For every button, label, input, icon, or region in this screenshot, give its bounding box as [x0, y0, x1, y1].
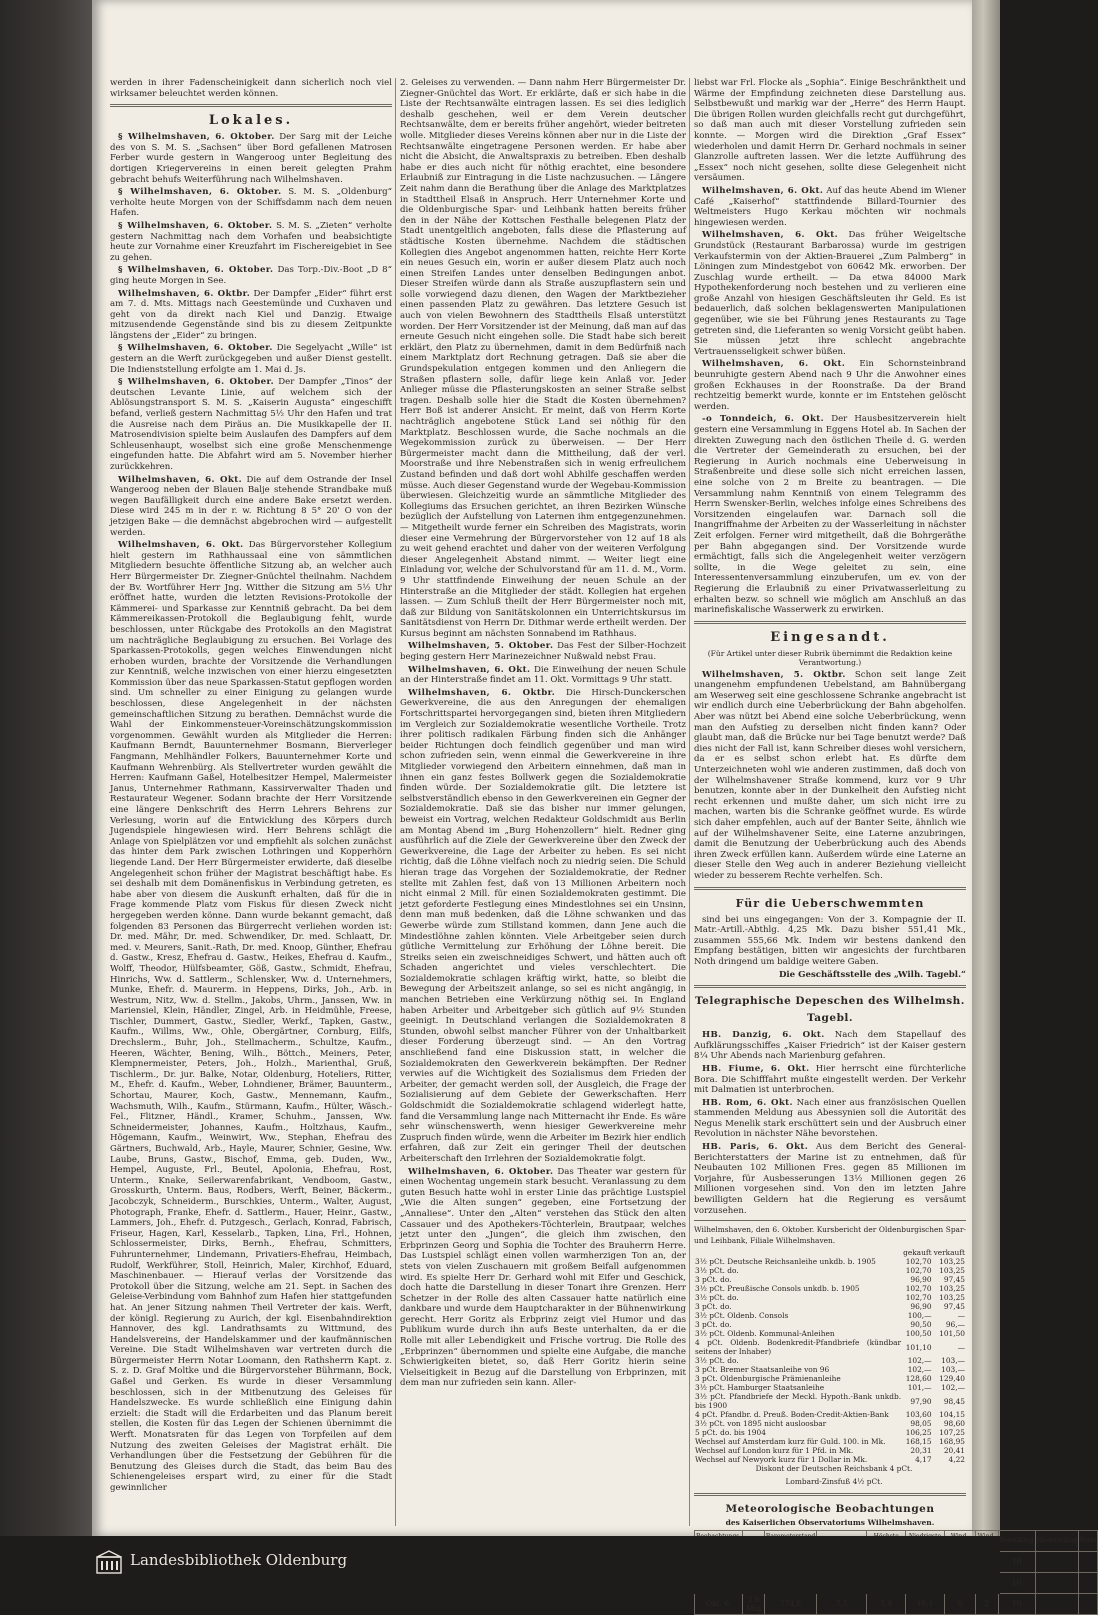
article-text: Die Hirsch-Dunckerschen Gewerkvereine, die aus den Anregungen der ehemaligen Fortschrittspartei hervorgegangen sind, bieten ihren Mitgliedern im Vergleich zur Sozialdemokratie wesentliche Vortheile. Trotz ihrer politisch radikalen Färbung finden sich die Anhänger beider Richtungen doch feindlich gegenüber und man wird schon zufrieden sein, wenn einmal die Gewerkvereine in ihre Mitglieder vorwiegend den Arbeitern einnehmen, daß man in ihnen ein ganz festes Bollwerk gegen die Sozialdemokratie finden würde. Der Sozialdemokratie gilt. Die letztere ist selbstverständlich ebenso in den Gewerkvereinen ein Gegner der Sozialdemokratie. Daß sie das bisher nur immer gelungen, beweist ein Vortrag, welchen Redakteur Goldschmidt aus Berlin am Montag Abend im „Burg Hohenzollern“ hielt. Redner ging ausführlich auf die Ziele der Gewerkvereine über den Zweck der Gewerkvereine, die Lage der Arbeiter zu heben. Es sei nicht richtig, daß die Löhne vielfach noch zu niedrig seien. Die Schuld hieran trage das Vorgehen der Sozialdemokratie, der Redner stellte mit Zahlen fest, daß von 13 Millionen Arbeitern noch nicht einmal 2 Mill. für einen Sozialdemokraten gestimmt. Die jetzt geforderte Festlegung eines Mindestlohnes sei ein Unsinn, denn man muß bedenken, daß die Löhne schwanken und das Gewerbe würde zum Stillstand kommen, dann Jene auch die Mindestlöhne zahlen könnten. Viele Arbeitgeber seien durch gütliche Vermittelung zur Erhöhung der Löhne bereit. Die Streiks seien ein zweischneidiges Schwert, und hätten auch oft Schaden angerichtet und vieles verschlechtert. Die Sozialdemokratie schlagen kräftig wirkt, hatte, so bleibt die Bewegung der Arbeitszeit anlange, so sei es nicht angängig, in manchen Betrieben eine Verkürzung nöthig sei. In England haben Arbeiter und Arbeitgeber sich gütlich auf 9½ Stunden geeinigt. In Deutschland verlangen die Sozialdemokraten 8 Stunden, obwohl selbst mancher Führer von der Unhaltbarkeit dieser Forderung überzeugt sind. — An den Vortrag anschließend fand eine Diskussion statt, in welcher die Sozialdemokraten den Gewerkverein bekämpften. Der Redner verwies auf die Wichtigkeit des Sozialismus dem Frieden der Arbeiter, der gemacht werden soll, der Ausgleich, die Frage der Sozialisierung auf dem Gebiete der Gewerkschaften. Herr Goldschmidt die Sozialdemokratie schlagend widerlegt hatte, fand die Versammlung lange nach Mitternacht ihr Ende. Es wäre sehr wünschenswerth, wenn hiesiger Gewerkvereine mehr Zuspruch finden würde, wenn die Arbeiter im Bezirk hier endlich erfahren, daß zur Zeit ein geringer Theil der deutschen Arbeiterschaft den Irrlehren der Sozialdemokratie folgt.: [400, 687, 686, 1164]
eingesandt-article: [694, 670, 966, 882]
kurs-row: [694, 1365, 966, 1374]
divider: [694, 985, 966, 988]
article-place: Wilhelmshaven, 6. Okt.: [702, 230, 839, 241]
kurs-cell: Wechsel auf Newyork kurz für 1 Dollar in Mk.: [695, 1455, 868, 1465]
meteo-cell: [1079, 1572, 1098, 1593]
article: [694, 78, 966, 184]
divider: [694, 621, 966, 624]
kurs-row: [694, 1275, 966, 1284]
article-text: Das Bürgervorsteher Kollegium hielt gestern im Rathhaussaal eine von sämmtlichen Mitgliedern besuchte öffentliche Sitzung ab, an welcher auch Herr Bürgermeister Dr. Ziegner-Gnüchtel theilnahm. Nachdem der Bv. Wortführer Herr Jng. Witther die Sitzung am 5½ Uhr eröffnet hatte, wurden die letzten Revisions-Protokolle der Kämmerei- und Sparkasse zur Kenntniß gebracht. Da bei dem Kämmereikassen-Protokoll die Beglaubigung fehlt, wurde beschlossen, unter Rückgabe des Protokolls an den Magistrat um nachträgliche Beglaubigung zu ersuchen. Bei Vorlage des Sparkassen-Protokolls, gegen welches Einwendungen nicht erhoben wurden, brachte der Vorsitzende die Verhandlungen zur Kenntniß, welche inzwischen von einer hierzu eingesetzten Kommission über das neue Sparkassen-Statut gepflogen worden sind. Um schneller zu einer Einigung zu gelangen wurde beschlossen, diese Angelegenheit in der nächsten gemeinschaftlichen Sitzung zu berathen. Demnächst wurde die Wahl der Einkommensteuer-Voreinschätzungskommission vorgenommen. Gewählt wurden als Mitglieder die Herren: Kaufmann Berndt, Bauunternehmer Bosmann, Bierverleger Fangmann, Mehlhändler Folkers, Bauunternehmer Korte und Kaufmann Wehrenbürg. Als Stellvertreter wurden gewählt die Herren: Kaufmann Gaßel, Hotelbesitzer Hempel, Malermeister Janus, Unternehmer Rathmann, Kassirverwalter Thaden und Restaurateur Wegener. Sodann brachte der Herr Vorsitzende eine längere Denkschrift des Herrn Lehrers Behrens zur Verlesung, worin auf die Entwicklung des Körpers durch Jugendspiele hingewiesen wird. Herr Behrens schlägt die Anlage von Spielplätzen vor und empfiehlt als solchen zunächst das hinter dem Park zwischen Lothringen und Kopperhörn liegende Land. Der Herr Bürgermeister erwiderte, daß dieselbe Angelegenheit schon früher der Magistrat beschäftigt habe. Es sei deshalb mit dem Domänenfiskus in Verbindung getreten, es habe aber von diesem die Auskunft erhalten, daß für die in Frage kommende Platz vom Fiskus für diesen Zweck nicht hergegeben werden könne. Dann wurde bekannt gemacht, daß folgenden 83 Personen das Bürgerrecht verliehen worden ist: Dr. med. Mähr, Dr. med. Schwendiker, Dr. med. Schlaatt, Dr. med. v. Meurers, Sanit.-Rath, Dr. med. Knoop, Günther, Ehefrau d. Gastw., Kresz, Ehefrau d. Gastw., Heikes, Ehefrau d. Kaufm., Wolff, Theodor, Hülfsbeamter, Göß, Gastw., Schmidt, Ehefrau, Hinrichs, Ww. d. Sattlerm., Schlensker, Ww. d. Unternehmers, Munke, Ehefr. d. Maurerm. in Heppens, Dirks, Joh., Arb. in Westrum, Nitz, Ww. d. Stellm., Jakobs, Uhrm., Janssen, Ww. in Mariensiel, Klein, Händler, Zingel, Arb. in Heidmühle, Freese, Tischler, Dummert, Gastw., Siedler, Werkf., Tapken, Gastw., Kaufm., Willms, Ww., Ohle, Obergärtner, Cornburg, Eilfs, Drechslerm., Buhr, Joh., Stellmacherm., Schultze, Kaufm., Heeren, Wächter, Bening, Wilh., Böttch., Meiners, Peter, Klempnermeister, Peters, Joh., Holzh., Marienthal, Gruß, Tischlerm., Dr. jur. Balke, Notar, Oldenburg, Hoteliers, Ritter, M., Ehefr. d. Kaufm., Weber, Lohndiener, Brämer, Bauunterm., Schortau, Maurer, Koch, Gastw., Mennemann, Kaufm., Wachsmuth, Wilh., Kaufm., Stürmann, Kaufm., Hülter, Wäsch.-Fel., Flitzner, Händl., Kramer, Schuhm., Janssen, Ww. Schneidermeister, Johannes, Kaufm., Holtzhaus, Kaufm., Högemann, Kaufm., Weinwirt, Ww., Stephan, Ehefrau des Gärtners, Buchwald, Arb., Hayle, Maurer, Schnier, Gesine, Ww. Laube, Bruns, Gastw., Bischof, Emma, geb. Duden, Ww., Hempel, Auguste, Frl., Beutel, Apolonia, Ehefrau, Rost, Unterm., Knake, Seilerwarenfabrikant, Vendboom, Gastw., Grosskurth, Unterm. Baus, Rodbers, Werft, Beiner, Bäckerm., Jacobczyk, Schneiderm., Burschkies, Unterm., Walter, August, Photograph, Franke, Ehefr. d. Sattlerm., Hauer, Heinr., Gastw., Lammers, Joh., Ehefr. d. Putzgesch., Gerlach, Konrad, Fabrisch, Friseur, Hagen, Karl, Kesselarb., Tapken, Lina, Frl., Hohnen, Schlossermeister, Dirks, Bernh., Ehefrau, Schmitters, Fuhrunternehmer, Lindemann, Privatiers-Ehefrau, Heimbach, Rudolf, Werkführer, Stoll, Heinrich, Maler, Kirchhof, Eduard, Maschinenbauer. — Hierauf verlas der Vorsitzende das Protokoll über die Sitzung, welche am 21. Sept. in Sachen des Geleise-Verbindung vom Bahnhof zum Hafen hier stattgefunden hat. An jener Sitzung nahmen Theil Vertreter der kais. Werft, der königl. Regierung zu Aurich, der kgl. Eisenbahndirektion Hannover, des kgl. Landrathsamts zu Wittmund, des Handelsvereins, der Handelskammer und der kaufmännischen Vereine. Die Stadt Wilhelmshaven war vertreten durch die Bürgermeister Herrn Notar Loomann, den Rathsherrn Kapt. z. S. z. D. Graf Moltke und die Bürgervorsteher Bührmann, Bock, Gaßel und Gerken. Es wurde in dieser Versammlung beschlossen, sich in der Mitbenutzung des Geleises für Handelszwecke. Es wurde schließlich eine Einigung dahin erzielt: die Stadt will die Erdarbeiten und das Planum bereit stellen, die Kosten für das Legen der Schienen übernimmt die Werft. Monatsraten für das Legen von Torpfeilen auf dem Nutzung des zweiten Geleises der Magistrat erhält. Die Verhandlungen über die Festsetzung der Gebühren für die Benutzung des Gleises durch die Stadt, das beim Bau des Schienengeleises erspart wird, zu einer für die Stadt gewinnlicher: [110, 540, 392, 1493]
article-text: Das Theater war gestern für einen Wochentag ungemein stark besucht. Veranlassung zu dem guten Besuch hatte wohl in erster Linie das prächtige Lustspiel „Wie die Alten sungen“ gegeben, eine Fortsetzung der „Annaliese“. Unter den „Alten“ verstehen das Stück den alten Cassauer und des Apothekers-Töchterlein, Brautpaar, welches jetzt unter den „Jungen“, die gleich ihm zwischen, den Erbprinzen Georg und Sophia die Tochter des Brauherrn Herre. Das Lustspiel schlägt einen vollen warmherzigen Ton an, der stets von vielen Zuschauern mit großem Beifall aufgenommen wird. Es spielte Herr Dr. Gerhard wohl mit Eifer und Geschick, doch hatte die Darstellung in dieser Tonart ihre Grenzen. Herr Schetzer in der Rolle des alten Cassauer hatte natürlich eine dankbare und wurde dem Hauptcharakter in der Bühnenwirkung gerecht. Herr Goritz als Erbprinz zeigt viel Humor und das Publikum wurde durch ihn aufs Beste unterhalten, da er die Rolle mit aller Lebendigkeit und Frische vortrug. Die Rolle des „Erbprinzen“ übernommen und spielte eine Aufgabe, die manche Schwierigkeiten bietet, so, daß Herr Goritz hierin seine Vielseitigkeit in Bezug auf die Darstellung von Erbprinzen, mit dem man nur zufrieden sein kann. Aller-: [400, 1166, 686, 1389]
article-place: § Wilhelmshaven, 6. Oktober.: [118, 220, 273, 231]
kurs-cell: 102,70: [905, 1257, 932, 1267]
kurs-cell: 98,60: [943, 1419, 965, 1429]
article-text: Auf das heute Abend im Wiener Café „Kaiserhof“ stattfindende Billard-Tournier des Weltmeisters Hugo Kerkau möchten wir nochmals hingewiesen werden.: [694, 185, 967, 228]
meteo-cell: 5,9: [867, 1593, 906, 1614]
kurs-cell: 168,15: [905, 1437, 932, 1447]
kurs-row: [694, 1320, 966, 1329]
kurs-row: [694, 1446, 966, 1455]
kurs-cell: 3½ pCt. Oldenb. Consols: [695, 1311, 789, 1321]
meteo-cell: Okt. 6.: [695, 1593, 743, 1614]
article: [400, 665, 686, 686]
kurs-cell: 3½ pCt. Oldenb. Kommunal-Anleihen: [695, 1329, 835, 1339]
article-place: Wilhelmshaven, 6. Okt.: [408, 664, 531, 675]
article: [110, 187, 392, 219]
depesche: [694, 1098, 966, 1140]
kurs-row: [694, 1374, 966, 1383]
page-edge: [972, 0, 1000, 1536]
kurs-header-cell: gekauft: [903, 1248, 932, 1258]
kurs-cell: 97,90: [910, 1396, 932, 1406]
kurs-cell: 5 pCt. do. bis 1904: [695, 1428, 766, 1438]
kurs-row: [694, 1329, 966, 1338]
article-place: Wilhelmshaven, 5. Oktbr.: [702, 669, 846, 680]
kurs-cell: 3½ pCt. Deutsche Reichsanleihe unkdb. b. 1905: [695, 1257, 876, 1267]
kurs-cell: 98,45: [943, 1396, 965, 1406]
kurs-cell: 103,25: [939, 1257, 965, 1267]
article: [400, 688, 686, 1165]
kurs-cell: 98,05: [910, 1419, 932, 1429]
article-text: liebst war Frl. Flocke als „Sophia“. Einige Beschränktheit und Wärme der Empfindung zeichneten diese Darstellung aus. Selbstbewußt und markig war der „Herre“ des Herrn Haupt. Die übrigen Rollen wurden gleichfalls recht gut durchgeführt, so daß man auch mit dieser Vorstellung zufrieden sein konnte. — Morgen wird die Direktion „Graf Essex“ wiederholen und damit Herrn Dr. Gerhard nochmals in seiner Glanzrolle auftreten lassen. Wer die letzte Aufführung des „Essex“ noch nicht gesehen, sollte diese Gelegenheit nicht versäumen.: [694, 78, 966, 184]
depeschen-header: Telegraphische Depeschen des Wilhelmsh. Tagebl.: [695, 995, 965, 1025]
lombard-text: Lombard-Zinsfuß 4½ pCt.: [785, 1477, 883, 1486]
intro-text: werden in ihrer Fadenscheinigkeit dann sicherlich noch viel wirksamer beleuchtet werden können.: [110, 78, 392, 99]
kurs-row: [694, 1383, 966, 1392]
kurs-cell: 102,70: [905, 1293, 932, 1303]
article-text: Der Sarg mit der Leiche des von S. M. S. „Sachsen“ über Bord gefallenen Matrosen Ferber wurde gestern in Wangeroog unter Begleitung des dortigen Kriegervereins in einen bereit gelegten Prahm gebracht behufs Weiterführung nach Wilhelmshaven.: [110, 132, 393, 185]
article-place: § Wilhelmshaven, 6. Oktober.: [118, 132, 275, 143]
meteo-subheader: des Kaiserlichen Observatoriums Wilhelmshaven.: [725, 1517, 935, 1527]
kurs-cell: 102,—: [907, 1356, 932, 1366]
eingesandt-note: (Für Artikel unter dieser Rubrik übernimmt die Redaktion keine Verantwortung.): [707, 648, 953, 667]
kurs-row: [694, 1392, 966, 1410]
article: [400, 641, 686, 662]
library-logo-icon: [96, 1549, 122, 1575]
kurs-header-cell: verkauft: [933, 1248, 965, 1258]
kurs-cell: 100,—: [907, 1311, 932, 1321]
article-text: Der Dampfer „Tinos“ der deutschen Levante Linie, auf welchem sich der Ablösungstransport S. M. S. „Kaiserin Augusta“ eingeschifft befand, verließ gestern Nachmittag 5½ Uhr den Hafen und trat die Ausreise nach dem Piräus an. Die Musikkapelle der II. Matrosendivision spielte beim Auslaufen des Dampfers auf dem Schleusenhaupt, woselbst sich eine große Menschenmenge eingefunden hatte. Die Abfahrt wird am 5. November hierher zurückkehren.: [110, 377, 392, 472]
kurs-cell: 103,25: [939, 1284, 965, 1294]
column-rule: [395, 78, 396, 1526]
kurs-cell: —: [957, 1311, 965, 1321]
kurs-intro: Wilhelmshaven, den 6. Oktober. Kursbericht der Oldenburgischen Spar- und Leihbank, Filiale Wilhelmshaven.: [694, 1225, 966, 1245]
article-text: Das früher Weigeltsche Grundstück (Restaurant Barbarossa) wurde im gestrigen Verkaufstermin von der Aktien-Brauerei „Zum Palmberg“ in Löningen zum Mindestgebot von 60642 Mk. erworben. Der Zuschlag wurde ertheilt. — Da etwa 84000 Mark Hypothekenforderung noch bestehen und zu verlieren eine große Anzahl von hiesigen Geschäftsleuten ihr Geld. Es ist bedauerlich, daß solchen beklagenswerten Manipulationen gegenüber, wie sie bei Führung jenes Restaurants zu Tage getreten sind, die Lieferanten so wenig Vorsicht geübt haben. Sie müssen jetzt ihre schlecht angebrachte Vertrauensseligkeit schwer büßen.: [694, 230, 966, 357]
kurs-row: [694, 1338, 966, 1356]
article-place: Wilhelmshaven, 6. Okt.: [118, 540, 244, 551]
meteo-cell: [1035, 1572, 1079, 1593]
kurs-cell: 3½ pCt. Hamburger Staatsanleihe: [695, 1383, 825, 1393]
ueberschwemmten-header: Für die Ueberschwemmten: [735, 896, 925, 910]
kurs-cell: 104,15: [939, 1410, 965, 1420]
kurs-cell: 3 pCt. Bremer Staatsanleihe von 96: [695, 1365, 830, 1375]
kurs-cell: 3½ pCt. Preußische Consols unkdb. b. 1905: [695, 1284, 860, 1294]
depesche-text: Hier herrscht eine fürchterliche Bora. Die Schifffahrt mußte eingestellt werden. Der Verkehr mit Dalmatien ist unterbrochen.: [694, 1063, 966, 1096]
article-place: Wilhelmshaven, 6. Okt.: [702, 185, 824, 196]
lokales-articles: [110, 132, 392, 1493]
ueberschwemmten-text: sind bei uns eingegangen: Von der 3. Kompagnie der II. Matr.-Artill.-Abthlg. 4,25 Mk. Dazu bisher 551,41 Mk., zusammen 555,66 Mk. Indem wir bestens dankend den Empfang bestätigen, bitten wir angesichts der furchtbaren Noth dringend um baldige weitere Gaben.: [694, 914, 966, 967]
ueberschwemmten-signature: Die Geschäftsstelle des „Wilh. Tagebl.“: [778, 969, 966, 980]
article-place: Wilhelmshaven, 5. Oktober.: [408, 641, 554, 652]
kurs-cell: 97,45: [943, 1275, 965, 1285]
kurs-table: [694, 1248, 966, 1464]
kurs-cell: 4,17: [915, 1455, 932, 1465]
kurs-cell: 128,60: [905, 1374, 932, 1384]
kurs-row: [694, 1410, 966, 1419]
depesche-text: Nach einer aus französischen Quellen stammenden Meldung aus Abessynien soll die Autorität des Negus Menelik stark erschüttert sein und der Ausbruch einer Revolution in nächster Nähe bevorstehen.: [694, 1097, 966, 1140]
kurs-cell: 97,45: [943, 1302, 965, 1312]
kurs-row: [694, 1428, 966, 1437]
meteo-cell: [1079, 1551, 1098, 1572]
kurs-cell: 3½ pCt. do.: [695, 1266, 739, 1276]
article-place: Wilhelmshaven, 6. Oktbr.: [408, 687, 556, 698]
meteo-header-cell: Form: [1079, 1530, 1098, 1551]
kurs-cell: 103,25: [939, 1266, 965, 1276]
meteo-cell: 10: [998, 1551, 1035, 1572]
kurs-cell: 4,22: [948, 1455, 965, 1465]
kurs-cell: 101,10: [905, 1342, 932, 1352]
diskont-text: Diskont der Deutschen Reichsbank 4 pCt.: [755, 1464, 913, 1474]
depesche-place: HB. Fiume, 6. Okt.: [702, 1063, 810, 1074]
meteo-cell: 10,1: [906, 1593, 945, 1614]
kurs-row: [694, 1284, 966, 1293]
kurs-cell: 103,25: [939, 1293, 965, 1303]
kurs-row: [694, 1437, 966, 1446]
kurs-cell: —: [957, 1342, 965, 1352]
depeschen-list: [694, 1030, 966, 1216]
article: [694, 414, 966, 615]
meteo-cell: 7,5: [817, 1593, 867, 1614]
article-text: Der Dampfer „Eider“ führt erst am 7. d. Mts. Mittags nach Geestemünde und Cuxhaven und geht von da direkt nach Kiel und Danzig. Etwaige mitzusendende Gegenstände sind bis zu diesem Zeitpunkte längstens der „Eider“ zu bringen.: [110, 288, 392, 341]
article: [694, 230, 966, 357]
article-place: § Wilhelmshaven, 6. Oktober.: [118, 187, 282, 198]
depesche: [694, 1064, 966, 1096]
column-rule: [689, 78, 690, 1526]
meteo-cell: 10: [998, 1593, 1035, 1614]
article: [400, 78, 686, 639]
kurs-header-cell: [694, 1248, 902, 1257]
article-text: Ein Schornsteinbrand beunruhigte gestern Abend nach 9 Uhr die Anwohner eines großen Eckhauses in der Roonstraße. Da der Brand rechtzeitig bemerkt wurde, konnte er im Entstehen gelöscht werden.: [694, 359, 966, 412]
article-place: Wilhelmshaven, 6. Oktober.: [408, 1166, 554, 1177]
kurs-cell: 102,—: [907, 1365, 932, 1375]
lokales-header: Lokales.: [208, 113, 294, 129]
kurs-row: [694, 1356, 966, 1365]
column-1: [110, 78, 392, 1526]
kurs-row: [694, 1293, 966, 1302]
article: [694, 186, 966, 228]
meteo-cell: 10: [998, 1572, 1035, 1593]
book-spine: [0, 0, 92, 1594]
depesche-place: HB. Paris, 6. Okt.: [702, 1142, 809, 1153]
article-text: Die Einweihung der neuen Schule an der Hinterstraße findet am 11. Okt. Vormittags 9 Uhr statt.: [400, 664, 687, 686]
meteo-cell: 2: [975, 1593, 998, 1614]
article-place: § Wilhelmshaven, 6. Oktober.: [118, 265, 274, 276]
kurs-row: [694, 1302, 966, 1311]
depesche-place: HB. Rom, 6. Okt.: [702, 1097, 793, 1108]
depesche: [694, 1142, 966, 1216]
kurs-cell: 102,70: [905, 1266, 932, 1276]
article-text: Das Fest der Silber-Hochzeit beging gestern Herr Marinezeichner Nußwald nebst Frau.: [400, 641, 686, 663]
article-place: Wilhelmshaven, 6. Okt.: [118, 474, 243, 485]
article-text: Das Torp.-Div.-Boot „D 8“ ging heute Morgen in See.: [110, 265, 393, 286]
column-2-articles: [400, 78, 686, 1389]
kurs-cell: 3 pCt. Oldenburgische Prämienanleihe: [695, 1374, 841, 1384]
divider: [694, 1493, 966, 1496]
kurs-row: [694, 1257, 966, 1266]
kurs-cell: 100,50: [905, 1329, 932, 1339]
meteo-cell: 2 h Mtg: [743, 1593, 765, 1614]
eingesandt-header: Eingesandt.: [770, 629, 890, 645]
kurs-cell: 20,41: [943, 1446, 965, 1456]
article: [400, 1167, 686, 1389]
article-place: § Wilhelmshaven, 6. Oktober.: [118, 377, 275, 388]
kurs-row: [694, 1266, 966, 1275]
kurs-cell: 3 pCt. do.: [695, 1302, 732, 1312]
depesche-text: Aus dem Bericht des General-Berichterstatters der Marine ist zu entnehmen, daß für Neubauten 102 Millionen Fres. gegen 85 Millionen im Vorjahre, für Ausbesserungen 13½ Millionen gegen 26 Millionen vorgesehen sind. Von den im letzten Jahre bewilligten Geldern hat die Regierung es versäumt vorzusehen.: [694, 1142, 966, 1216]
article-place: -o Tonndeich, 6. Okt.: [702, 414, 825, 425]
meteo-cell: [1035, 1551, 1079, 1572]
kurs-cell: 96,—: [945, 1320, 965, 1330]
kurs-cell: 3½ pCt. von 1895 nicht ausloosbar: [695, 1419, 827, 1429]
article-text: S. M. S. „Zieten“ verholte gestern Nachmittag nach dem Vorhafen und beabsichtigte heute zur Vornahme einer Kreuzfahrt im Fischereigebiet in See zu gehen.: [110, 220, 393, 263]
kurs-cell: 96,90: [910, 1275, 932, 1285]
kurs-cell: 3½ pCt. do.: [695, 1293, 739, 1303]
meteo-row: [695, 1593, 1098, 1614]
kurs-cell: 101,50: [939, 1329, 965, 1339]
depesche-text: Nach dem Stapellauf des Aufklärungsschiffes „Kaiser Friedrich“ ist der Kaiser gestern 8¼ Uhr Abends nach Marienburg gefahren.: [694, 1030, 966, 1062]
article: [694, 359, 966, 412]
kurs-cell: Wechsel auf Amsterdam kurz für Guld. 100. in Mk.: [695, 1437, 886, 1447]
kurs-cell: 3½ pCt. do.: [695, 1356, 739, 1366]
article: [110, 221, 392, 263]
article: [110, 475, 392, 539]
article: [110, 540, 392, 1493]
library-name: Landesbibliothek Oldenburg: [130, 1551, 348, 1569]
article-text: Die auf dem Ostrande der Insel Wangeroog neben der Blauen Balje stehende Strandbake muß wegen Baufälligkeit durch eine andere Bake ersetzt werden. Diese wird 245 m in der r. w. Richtung 8 5° 20' O von der jetzigen Bake — die demnächst abgebrochen wird — aufgestellt werden.: [110, 474, 393, 538]
article-text: Der Hausbesitzerverein hielt gestern eine Versammlung in Eggens Hotel ab. In Sachen der direkten Zuwegung nach den östlichen Theile d. G. werden die Vertreter der Gemeinderath zu ersuchen, bei der Regierung in Aurich nochmals eine Ueberweisung in Straßenbreite und diese solle sich nicht erreichen lassen, eine solche von 2 m Breite zu beantragen. — Die Versammlung nahm Kenntniß von einem Telegramm des Herrn Swensker-Berlin, welches infolge eines Schreibens des Vorsitzenden eingelaufen war. Darnach soll die Inangriffnahme der Arbeiten zu der Wasserleitung in nächster Zeit erfolgen. Ferner wird mitgetheilt, daß die Bohrgeräthe per Bahn abgegangen sind. Der Vorsitzende wurde ermächtigt, falls sich die Angelegenheit weiter verzögern sollte, in die Wege geleitet zu sein, eine Interessentenversammlung einzuberufen, um ev. von der Regierung die Erlaubniß zu einer Privatwasserleitung zu erhalten bezw. so schnell wie möglich am Anschluß an das marinefiskalische Wasserwerk zu erwirken.: [694, 414, 966, 616]
kurs-cell: 129,40: [939, 1374, 965, 1384]
kurs-cell: 3 pCt. do.: [695, 1320, 732, 1330]
kurs-cell: 102,—: [941, 1383, 965, 1393]
kurs-cell: 107,25: [939, 1428, 965, 1438]
meteo-cell: [1035, 1593, 1079, 1614]
article-text: Die Segelyacht „Wille“ ist gestern an die Werft zurückgegeben und außer Dienst gestellt. Die Indienststellung erfolgte am 1. Mai d. Js.: [110, 343, 393, 375]
column-3: [694, 78, 1097, 1613]
divider: [110, 104, 392, 107]
kurs-cell: 90,50: [910, 1320, 932, 1330]
article: [110, 265, 392, 286]
kurs-cell: 4 pCt. Oldenb. Bodenkredit-Pfandbriefe (kündbar seitens der Inhaber): [695, 1338, 902, 1357]
depesche: [694, 1030, 966, 1062]
meteo-cell: [1079, 1593, 1098, 1614]
kurs-cell: 20,31: [910, 1446, 932, 1456]
kurs-row: [694, 1455, 966, 1464]
meteo-header-cell: Niederschlag: [1035, 1530, 1079, 1551]
kurs-cell: 96,90: [910, 1302, 932, 1312]
column-3-articles: [694, 78, 966, 616]
article: [110, 343, 392, 375]
kurs-cell: 168,95: [939, 1437, 965, 1447]
kurs-cell: 106,25: [905, 1428, 932, 1438]
article: [110, 289, 392, 342]
article: [110, 132, 392, 185]
kurs-cell: Wechsel auf London kurz für 1 Pfd. in Mk.: [695, 1446, 854, 1456]
kurs-cell: 103,—: [941, 1356, 965, 1366]
kurs-row: [694, 1311, 966, 1320]
article-text: 2. Geleises zu verwenden. — Dann nahm Herr Bürgermeister Dr. Ziegner-Gnüchtel das Wort. Er erklärte, daß er sich habe in die Liste der Rechtsanwälte eintragen lassen. Es sei dies lediglich deshalb geschehen, weil er dem Verein deutscher Rechtsanwälte, dem er bereits früher angehört, wieder beitreten wolle. Mitglieder dieses Vereins können aber nur in die Liste der Rechtsanwälte eingetragene Personen werden. Er habe aber nicht die Absicht, die Anwaltspraxis zu betreiben. Eben deshalb habe er dies auch nicht für nöthig erachtet, eine besondere Erlaubniß zur Eintragung in die Liste nachzusuchen. — Längere Zeit nahm dann die Berathung über die Anlage des Marktplatzes in Stadttheil Elsaß in Anspruch. Herr Unternehmer Korte und die Oldenburgische Spar- und Leihbank hatten bereits früher den in der Nähe der Kottschen Festhalle belegenen Platz der Stadt unentgeltlich angeboten, falls diese die Pflasterung auf städtische Kosten übernehme. Nachdem die städtischen Kollegien dies Angebot angenommen hatten, reichte Herr Korte ein neues Gesuch ein, worin er außer diesem Platz auch noch einen Streifen Landes unter denselben Bedingungen anbot. Dieser Streifen würde dann als Straße auszupflastern sein und solle vorwiegend dazu dienen, den Wagen der Marktbezieher einen passenden Platz zu gewähren. Das letztere Gesuch ist auch von vielen Bewohnern des Stadttheils Elsaß unterstützt worden. Der Herr Vorsitzender ist der Meinung, daß man auf das erneute Gesuch nicht eingehen solle. Die Stadt habe sich bereit erklärt, den Platz zu übernehmen, damit in dem Bedürfniß nach einem Marktplatz dort Rechnung getragen. Daß sie aber die Grundspekulation entgegen kommen und den Anliegern die Straßen pflastern solle, dafür liege kein Anlaß vor. Jeder Anlieger müsse die Pflasterungskosten an seiner Straße selbst tragen. Deshalb solle hier die Stadt die Kosten übernehmen? Herr Boß ist anderer Ansicht. Er meint, daß von Herrn Korte nachträglich angebotene Stück Land sei nöthig für den Marktplatz. Beschlossen wurde, die Sache nochmals an die Wegekommission zurück zu überweisen. — Der Herr Bürgermeister macht dann die Mittheilung, daß der verl. Moorstraße und ihre Nebenstraßen sich in wenig erfreulichem Zustand befinden und daß dort wohl Abhilfe geschaffen werden müsse. Auch dieser Gegenstand wurde der Wegebau-Kommission überwiesen. Gleichzeitig wurde an sämmtliche Mitglieder des Kollegiums das Ersuchen gerichtet, an ihren Bezirken Wünsche bezüglich der Aufstellung von Laternen ihm entgegenzunehmen. — Mitgetheilt wurde ferner ein Schreiben des Magistrats, worin dieser eine Vermehrung der Bürgervorsteher von 12 auf 18 als zu weit gehend erachtet und daher von der weiteren Verfolgung dieser Angelegenheit Abstand nimmt. — Weiter liegt eine Einladung vor, welche der Schulvorstand für am 11. d. M., Vorm. 9 Uhr stattfindende Einweihung der neuen Schule an der Hinterstraße an die Mitglieder der städt. Kollegien hat ergehen lassen. — Zum Schluß theilt der Herr Bürgermeister noch mit, daß zur Bildung von Sanitätskolonnen ein Unterrichtskursus im Sanitätsdienst von Herrn Dr. Dithmar werde ertheilt werden. Der Kursus beginnt am nächsten Sonnabend im Rathhaus.: [400, 78, 686, 639]
kurs-cell: 4 pCt. Pfandbr. d. Preuß. Boden-Credit-Aktien-Bank: [695, 1410, 889, 1420]
meteo-cell: S: [944, 1593, 975, 1614]
kurs-cell: 101,—: [907, 1383, 932, 1393]
article-text: S. M. S. „Oldenburg“ verholte heute Morgen von der Schiffsdamm nach dem neuen Hafen.: [110, 187, 392, 219]
article: [110, 377, 392, 472]
article-signature: Sch.: [863, 870, 883, 881]
meteo-cell: 774,8: [764, 1593, 816, 1614]
meteo-header-cell: Bewölkung: [998, 1530, 1035, 1551]
column-2: [400, 78, 686, 1526]
kurs-cell: 103,60: [905, 1410, 932, 1420]
meteo-header: Meteorologische Beobachtungen: [725, 1502, 935, 1515]
article-text: Schon seit lange Zeit unangenehm empfundenen Uebelstand, am Bahnübergang am Weserweg seit eine geschlossene Schranke angebracht ist wir endlich durch eine Ueberbrückung der Bahn abgeholfen. Aber was nützt bei Abend eine solche Ueberbrückung, wenn man den Aufstieg zu derselben nicht finden kann? Oder glaubt man, daß die Brücke nur bei Tage benutzt werde? Daß dies nicht der Fall ist, kann Schreiber dieses wohl versichern, da er es selbst schon erlebt hat. Es dürfte dem Unterzeichneten wohl wie anderen zustimmen, daß doch von der Wilhelmshavener Straße kommend, kurz vor 9 Uhr benutzen, konnte aber in der Dunkelheit den Aufstieg nicht recht erkennen und mußte daher, um sich nicht irre zu machen, warten bis die Schranke geöffnet wurde. Es würde sich daher empfehlen, auch auf der Banter Seite, ähnlich wie auf der Wilhelmshavener Seite, eine Laterne anzubringen, damit die Benutzung der Ueberbrückung auch des Abends ihren Zweck erfüllen kann. Außerdem würde eine Laterne an dieser Stelle den Weg auch in anderer Beziehung vielleicht wieder zu besserem Rechte verhelfen.: [694, 669, 967, 881]
kurs-cell: 103,—: [941, 1365, 965, 1375]
article-place: § Wilhelmshaven, 6. Oktober.: [118, 343, 273, 354]
kurs-cell: 102,70: [905, 1284, 932, 1294]
divider: [694, 887, 966, 890]
article-place: Wilhelmshaven, 6. Okt.: [702, 359, 846, 370]
depesche-place: HB. Danzig, 6. Okt.: [702, 1030, 825, 1041]
kurs-cell: 3 pCt. do.: [695, 1275, 732, 1285]
kurs-row: [694, 1419, 966, 1428]
divider: [694, 1220, 966, 1221]
kurs-cell: 3½ pCt. Pfandbriefe der Meckl. Hypoth.-Bank unkdb. bis 1900: [695, 1392, 902, 1411]
article-place: Wilhelmshaven, 6. Oktbr.: [118, 288, 251, 299]
